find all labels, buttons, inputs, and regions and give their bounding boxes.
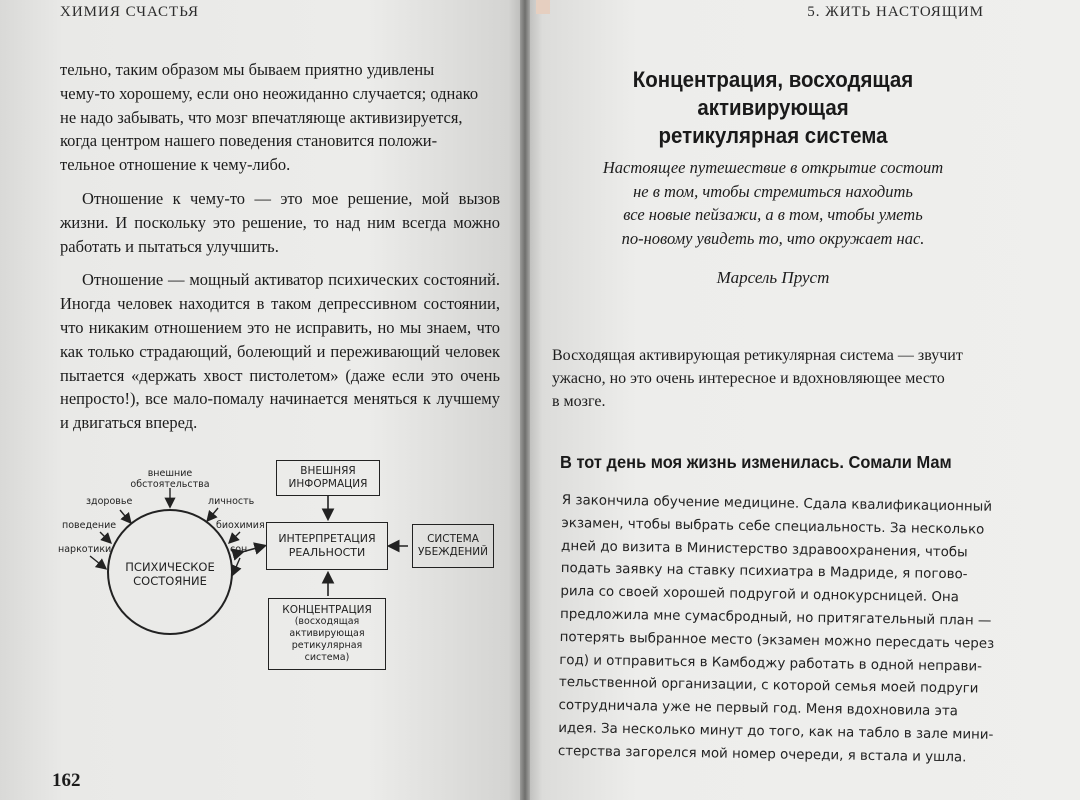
epigraph-author: Марсель Пруст xyxy=(716,268,830,287)
story-line: рила со своей хорошей подругой и однокурсницей. Она xyxy=(560,584,959,606)
p1-line-5: тельное отношение к чему-либо. xyxy=(60,155,291,175)
story-line: сотрудничала уже не первый год. Меня вдохновила эта xyxy=(558,698,959,720)
paragraph-1 xyxy=(60,58,500,177)
intro-line-3: в мозге. xyxy=(552,393,606,410)
label-lichnost: личность xyxy=(208,496,255,507)
paragraph-2: Отношение к чему-то — это мое решение, мой вызов жизни. И поскольку это решение, то над ним всегда можно работать и пытаться улучшить. xyxy=(60,188,500,256)
box-belief-system xyxy=(412,524,494,568)
story-line: тельственной организации, с которой семья моей подруги xyxy=(558,675,979,697)
arrow-zdorove xyxy=(120,510,130,522)
story-line: дней до визита в Министерство здравоохранения, чтобы xyxy=(561,538,968,560)
p1-line-3: не надо забывать, что мозг впечатляюще активизируется, xyxy=(60,107,463,127)
section-heading xyxy=(575,66,971,150)
story-line: Я закончила обучение медицине. Сдала квалификационный xyxy=(561,492,993,515)
label-vneshnie-l1: внешние xyxy=(147,468,193,479)
box-external-l2: ИНФОРМАЦИЯ xyxy=(288,478,368,490)
arrow-povedenie xyxy=(100,532,110,542)
label-vneshnie-l2: обстоятельства xyxy=(130,479,210,490)
label-narkotiki: наркотики xyxy=(58,544,112,555)
box-beliefs-l1: СИСТЕМА xyxy=(427,533,479,545)
epigraph-line-2: не в том, чтобы стремиться находить xyxy=(633,181,913,201)
mental-state-label xyxy=(120,560,220,588)
epigraph-line-1: Настоящее путешествие в открытие состоит xyxy=(602,158,944,177)
story-line: подать заявку на ставку психиатра в Мадриде, я погово- xyxy=(560,561,968,583)
section-heading-line-2: ретикулярная система xyxy=(658,123,888,148)
story-line: год) и отправиться в Камбоджу работать в одной неправи- xyxy=(559,652,983,675)
arrow-narkotiki xyxy=(90,556,105,568)
box-interpretation-l1: ИНТЕРПРЕТАЦИЯ xyxy=(278,532,376,545)
background-corner xyxy=(536,0,550,14)
box-interpretation xyxy=(266,522,388,570)
box-interpretation-l2: РЕАЛЬНОСТИ xyxy=(288,546,366,559)
epigraph-line-4: по-новому увидеть то, что окружает нас. xyxy=(621,228,925,248)
box-beliefs-l2: УБЕЖДЕНИЙ xyxy=(418,546,488,558)
p1-line-2: чему-то хорошему, если оно неожиданно случается; однако xyxy=(60,83,479,103)
epigraph-line-3: все новые пейзажи, а в том, чтобы уметь xyxy=(623,205,923,224)
box-concentration-l1: КОНЦЕНТРАЦИЯ xyxy=(282,604,372,616)
paragraph-3: Отношение — мощный активатор психических состояний. Иногда человек находится в таком депрессивном состоянии, что никаким отношением это не исправить, но мы знаем, что как только страдающий, болеющий и переживающий человек пытается «держать хвост пистолетом» (даже если это очень непросто!), все мало-помалу начинается меняться к лучшему и двигаться вперед. xyxy=(60,270,500,433)
arrow-son xyxy=(233,558,240,574)
box-concentration-l5: система) xyxy=(304,652,350,663)
story-line: экзамен, чтобы выбрать себе специальность. За несколько xyxy=(561,515,985,538)
box-external-l1: ВНЕШНЯЯ xyxy=(300,465,356,477)
story-text xyxy=(557,490,995,770)
arrow-lichnost xyxy=(208,508,218,520)
label-biohimiya: биохимия xyxy=(216,520,265,531)
box-concentration-l3: активирующая xyxy=(289,628,365,639)
story-line: предложила мне сумасбродный, но притягательный план — xyxy=(559,606,992,629)
box-concentration-l4: ретикулярная xyxy=(291,640,363,651)
intro-paragraph xyxy=(552,344,992,413)
story-subheading: В тот день моя жизнь изменилась. Сомали Мам xyxy=(560,452,952,472)
story-line: потерять выбранное место (экзамен можно пересдать через xyxy=(559,629,995,652)
mental-state-label-l2: СОСТОЯНИЕ xyxy=(133,574,207,588)
epigraph xyxy=(560,156,986,250)
box-external-information xyxy=(276,460,380,496)
story-line: идея. За несколько минут до того, как на табло в зале мини- xyxy=(558,720,994,743)
left-running-head: ХИМИЯ СЧАСТЬЯ xyxy=(60,4,200,20)
label-son: сон xyxy=(230,544,248,555)
box-concentration xyxy=(268,598,386,670)
right-running-head: 5. ЖИТЬ НАСТОЯЩИМ xyxy=(807,4,984,20)
left-body-text xyxy=(60,58,500,435)
mental-state-label-l1: ПСИХИЧЕСКОЕ xyxy=(125,560,215,574)
intro-line-2: ужасно, но это очень интересное и вдохновляющее место xyxy=(552,370,945,387)
story-line: стерства загорелся мой номер очереди, я встала и ушла. xyxy=(557,743,967,766)
book-gutter xyxy=(520,0,530,800)
intro-line-1: Восходящая активирующая ретикулярная система — звучит xyxy=(552,347,963,364)
label-zdorove: здоровье xyxy=(86,496,133,507)
arrow-biohimiya xyxy=(230,532,240,542)
p1-line-4: когда центром нашего поведения становится положи- xyxy=(60,131,438,151)
box-concentration-l2: (восходящая xyxy=(294,616,360,627)
section-heading-line-1: Концентрация, восходящая активирующая xyxy=(632,67,914,120)
page-number: 162 xyxy=(52,770,81,791)
label-povedenie: поведение xyxy=(62,520,117,531)
mental-state-diagram xyxy=(58,448,518,680)
label-vneshnie xyxy=(128,468,212,490)
p1-line-1: тельно, таким образом мы бываем приятно удивлены xyxy=(60,60,435,79)
